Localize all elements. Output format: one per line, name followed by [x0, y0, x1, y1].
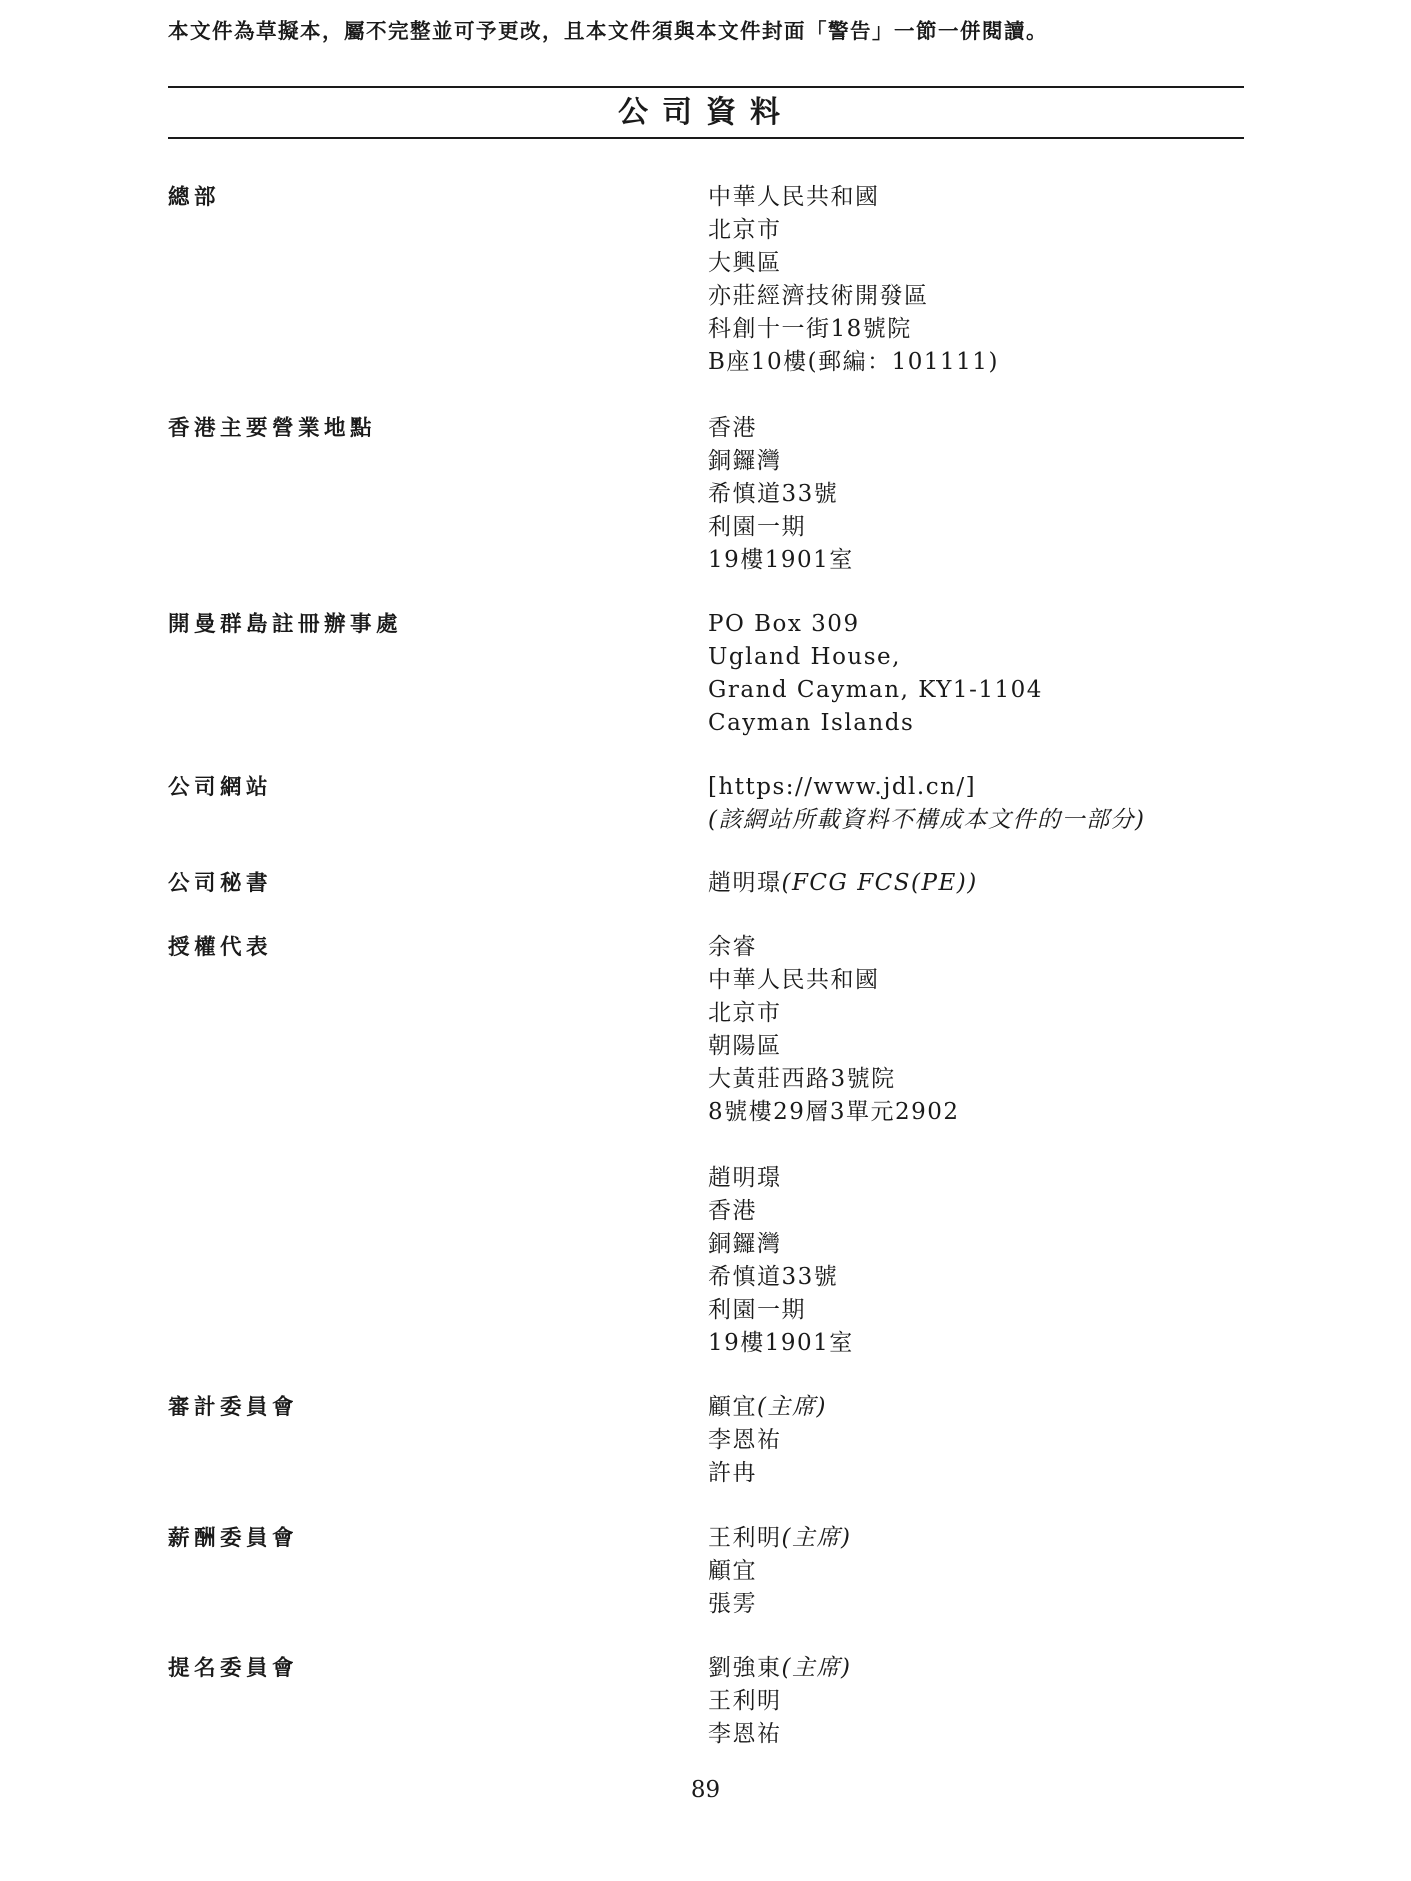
section-label: 總部 [168, 185, 221, 210]
address-line: Ugland House, [708, 644, 901, 670]
title-rule-top [168, 86, 1244, 88]
nomination-committee-members [708, 1652, 851, 1751]
address-line: 19樓1901室 [708, 547, 854, 573]
rep-line: 希慎道33號 [708, 1264, 839, 1290]
committee-chair: 王利明 [708, 1525, 782, 1551]
committee-member: 顧宜 [708, 1558, 757, 1584]
section-label: 香港主要營業地點 [168, 416, 377, 441]
website-link[interactable]: [https://www.jdl.cn/] [708, 774, 977, 800]
address-line: Cayman Islands [708, 710, 915, 736]
committee-member: 李恩祐 [708, 1427, 782, 1453]
authorized-reps-value [708, 931, 960, 1360]
chair-note: (主席) [781, 1655, 852, 1681]
rep-line: 利園一期 [708, 1297, 806, 1323]
address-line: 科創十一街18號院 [708, 316, 912, 342]
cayman-office-address [708, 608, 1043, 740]
rep-line: 香港 [708, 1198, 757, 1224]
rep-line: 19樓1901室 [708, 1330, 854, 1356]
website-disclaimer: (該網站所載資料不構成本文件的一部分) [708, 807, 1146, 833]
rep-line: 8號樓29層3單元2902 [708, 1099, 960, 1125]
remuneration-committee-members [708, 1522, 851, 1621]
secretary-name: 趙明璟 [708, 870, 782, 896]
title-rule-bottom [168, 137, 1244, 139]
committee-member: 李恩祐 [708, 1721, 782, 1747]
address-line: 香港 [708, 415, 757, 441]
rep-line: 朝陽區 [708, 1033, 782, 1059]
address-line: 希慎道33號 [708, 481, 839, 507]
section-label: 審計委員會 [168, 1395, 299, 1420]
rep-line: 銅鑼灣 [708, 1231, 782, 1257]
committee-chair: 顧宜 [708, 1394, 757, 1420]
rep-line: 中華人民共和國 [708, 967, 880, 993]
section-label: 提名委員會 [168, 1656, 299, 1681]
address-line: 利園一期 [708, 514, 806, 540]
hk-office-address [708, 412, 854, 577]
section-label: 公司網站 [168, 775, 273, 800]
committee-member: 王利明 [708, 1688, 782, 1714]
chair-note: (主席) [757, 1394, 827, 1420]
website-value [708, 771, 1145, 837]
address-line: 大興區 [708, 250, 782, 276]
secretary-value [708, 867, 978, 900]
page-number: 89 [690, 1777, 721, 1803]
committee-member: 張雱 [708, 1591, 757, 1617]
secretary-title: (FCG FCS(PE)) [781, 870, 978, 896]
address-line: B座10樓(郵編：101111) [708, 349, 999, 375]
address-line: 中華人民共和國 [708, 184, 880, 210]
chair-note: (主席) [781, 1525, 852, 1551]
rep-line: 北京市 [708, 1000, 782, 1026]
address-line: 亦莊經濟技術開發區 [708, 283, 929, 309]
section-label: 薪酬委員會 [168, 1526, 299, 1551]
draft-warning-note: 本文件為草擬本，屬不完整並可予更改，且本文件須與本文件封面「警告」一節一併閱讀。 [168, 19, 1048, 43]
section-label: 授權代表 [168, 935, 273, 960]
rep-line: 大黃莊西路3號院 [708, 1066, 896, 1092]
section-label: 開曼群島註冊辦事處 [168, 612, 403, 637]
address-line: 北京市 [708, 217, 782, 243]
rep-line: 趙明璟 [708, 1165, 782, 1191]
rep-line: 余睿 [708, 934, 757, 960]
audit-committee-members [708, 1391, 827, 1490]
address-line: PO Box 309 [708, 611, 860, 637]
rep-spacer [708, 1129, 960, 1162]
committee-member: 許冉 [708, 1460, 757, 1486]
committee-chair: 劉強東 [708, 1655, 782, 1681]
address-line: 銅鑼灣 [708, 448, 782, 474]
page-title: 公司資料 [618, 95, 794, 130]
section-label: 公司秘書 [168, 871, 273, 896]
address-line: Grand Cayman, KY1-1104 [708, 677, 1043, 703]
headquarters-address [708, 181, 999, 379]
